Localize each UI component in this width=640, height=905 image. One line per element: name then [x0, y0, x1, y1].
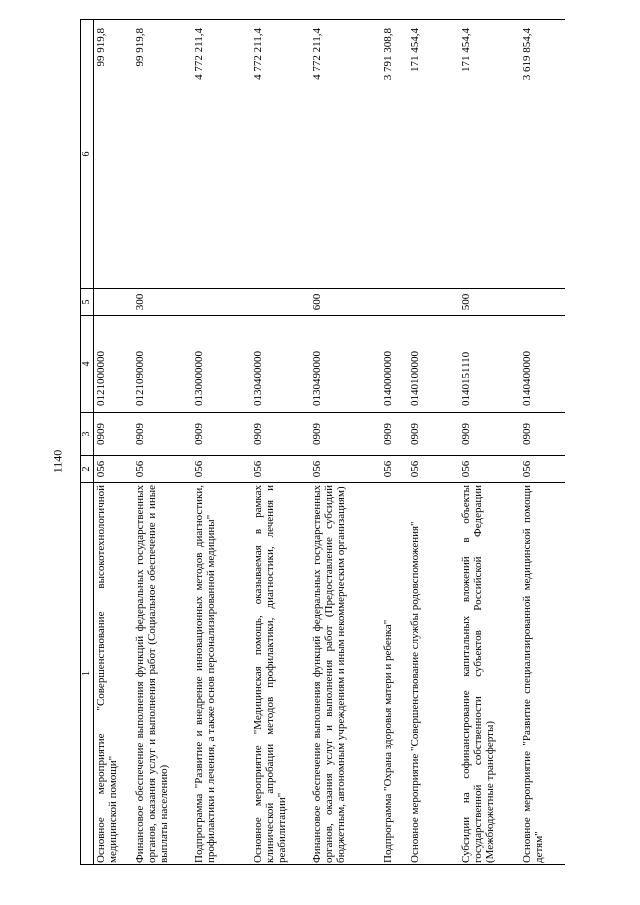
- row-amount: 99 919,8: [133, 20, 192, 289]
- row-name: Финансовое обеспечение выполнения функций федеральных государственных органов, оказания услуг и выполнения работ (Предоставление субсидий бюджетным, автономным учреждениям и иным некоммерческим организациям): [310, 483, 381, 865]
- row-csr: 0140400000: [520, 316, 565, 413]
- row-name: Финансовое обеспечение выполнения функций федеральных государственных органов, оказания услуг и выполнения работ (Социальное обеспечение и иные выплаты населению): [133, 483, 192, 865]
- row-rzpr: 0909: [408, 413, 459, 456]
- row-vr: [408, 289, 459, 316]
- row-grbs: 056: [381, 456, 408, 483]
- row-vr: [381, 289, 408, 316]
- row-amount: 4 772 211,4: [192, 20, 251, 289]
- row-grbs: 056: [133, 456, 192, 483]
- row-csr: 0140000000: [381, 316, 408, 413]
- row-csr: 0121000000: [94, 316, 134, 413]
- table-row: [381, 20, 408, 865]
- row-rzpr: 0909: [192, 413, 251, 456]
- row-csr: 0140100000: [408, 316, 459, 413]
- row-rzpr: 0909: [251, 413, 310, 456]
- header-col-4: 4: [81, 316, 94, 413]
- header-col-5: 5: [81, 289, 94, 316]
- table-row: [520, 20, 565, 865]
- row-amount: 4 772 211,4: [251, 20, 310, 289]
- row-rzpr: 0909: [459, 413, 520, 456]
- table-body: [94, 20, 566, 865]
- row-csr: 0130000000: [192, 316, 251, 413]
- header-col-2: 2: [81, 456, 94, 483]
- row-amount: 171 454,4: [459, 20, 520, 289]
- row-name: Основное мероприятие "Медицинская помощь, оказываемая в рамках клинической апробации методов профилактики, диагностики, лечения и реабилитации": [251, 483, 310, 865]
- row-rzpr: 0909: [133, 413, 192, 456]
- row-grbs: 056: [192, 456, 251, 483]
- budget-table-sheet: [80, 20, 575, 865]
- row-grbs: 056: [459, 456, 520, 483]
- table-row: [94, 20, 134, 865]
- header-col-1: 1: [81, 483, 94, 865]
- row-amount: 3 791 308,8: [381, 20, 408, 289]
- table-header: [81, 20, 94, 865]
- table-row: [408, 20, 459, 865]
- table-row: [133, 20, 192, 865]
- row-csr: 0121090000: [133, 316, 192, 413]
- row-grbs: 056: [520, 456, 565, 483]
- header-col-6: 6: [81, 20, 94, 289]
- row-name: Основное мероприятие "Развитие специализированной медицинской помощи детям": [520, 483, 565, 865]
- table-row: [459, 20, 520, 865]
- header-col-3: 3: [81, 413, 94, 456]
- page-number: [48, 443, 68, 479]
- row-grbs: 056: [310, 456, 381, 483]
- row-vr: 600: [310, 289, 381, 316]
- row-rzpr: 0909: [520, 413, 565, 456]
- row-grbs: 056: [251, 456, 310, 483]
- row-vr: [251, 289, 310, 316]
- row-csr: 0130400000: [251, 316, 310, 413]
- row-vr: 500: [459, 289, 520, 316]
- row-name: Основное мероприятие "Совершенствование службы родовспоможения": [408, 483, 459, 865]
- row-amount: 99 919,8: [94, 20, 134, 289]
- row-name: Субсидии на софинансирование капитальных вложений в объекты государственной собственности субъектов Российской Федерации (Межбюджетные трансферты): [459, 483, 520, 865]
- row-amount: 3 619 854,4: [520, 20, 565, 289]
- row-amount: 4 772 211,4: [310, 20, 381, 289]
- table-row: [192, 20, 251, 865]
- row-grbs: 056: [94, 456, 134, 483]
- page-number-text: 1140: [50, 449, 65, 473]
- row-name: Подпрограмма "Охрана здоровья матери и ребенка": [381, 483, 408, 865]
- row-csr: 0130490000: [310, 316, 381, 413]
- row-rzpr: 0909: [381, 413, 408, 456]
- row-vr: [192, 289, 251, 316]
- row-csr: 0140151110: [459, 316, 520, 413]
- row-vr: 300: [133, 289, 192, 316]
- row-vr: [520, 289, 565, 316]
- row-amount: 171 454,4: [408, 20, 459, 289]
- row-vr: [94, 289, 134, 316]
- table-row: [310, 20, 381, 865]
- table-row: [251, 20, 310, 865]
- row-name: Основное мероприятие "Совершенствование высокотехнологичной медицинской помощи": [94, 483, 134, 865]
- row-rzpr: 0909: [94, 413, 134, 456]
- header-row: [81, 20, 94, 865]
- row-grbs: 056: [408, 456, 459, 483]
- row-rzpr: 0909: [310, 413, 381, 456]
- row-name: Подпрограмма "Развитие и внедрение инновационных методов диагностики, профилактики и лечения, а также основ персонализированной медицины": [192, 483, 251, 865]
- budget-table: [80, 19, 565, 865]
